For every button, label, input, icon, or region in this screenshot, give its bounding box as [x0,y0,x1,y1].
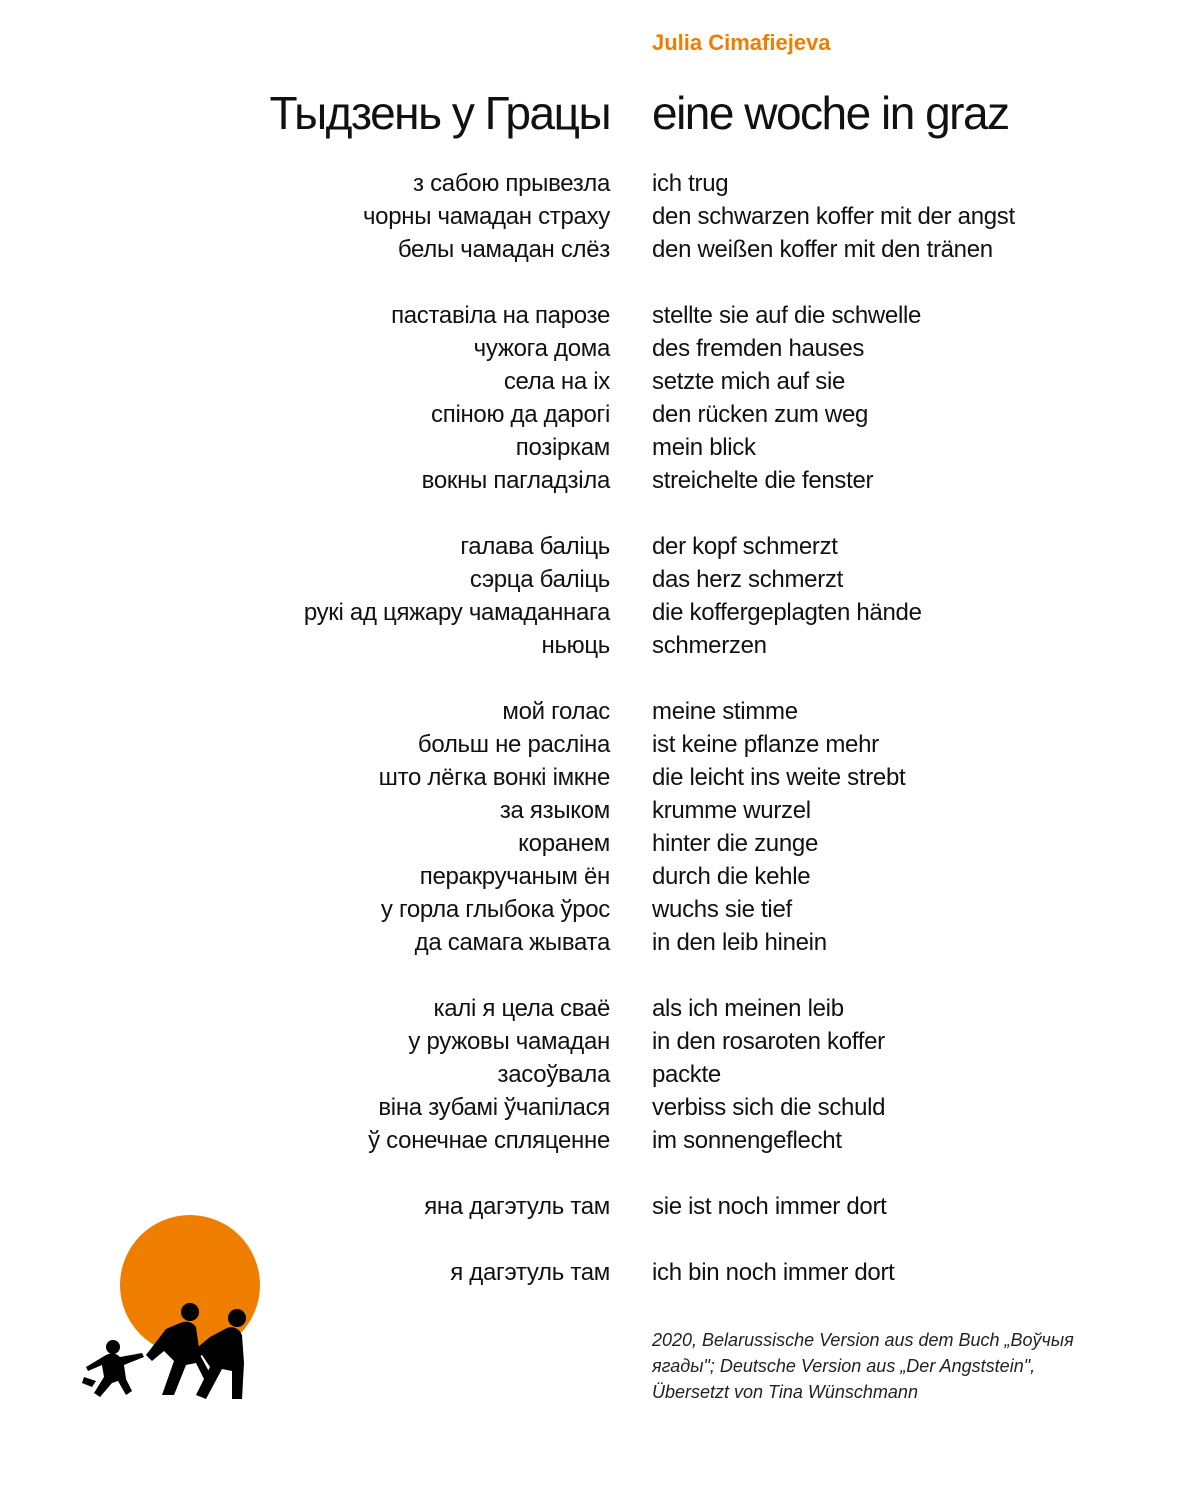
stanza-de-1 [652,167,1192,266]
stanza-de-7 [652,1256,1192,1289]
credit-line: ягады"; Deutsche Version aus „Der Angststein", [652,1356,1036,1376]
verse-line: калі я цела сваё [433,995,610,1022]
verse-line: hinter die zunge [652,830,818,857]
verse-line: белы чамадан слёз [397,236,610,263]
credit-line: Übersetzt von Tina Wünschmann [652,1382,918,1402]
verse-line: чорны чамадан страху [362,203,610,230]
verse-line: ў сонечнае спляценне [368,1127,610,1154]
verse-line: krumme wurzel [652,797,811,824]
verse-line: mein blick [652,434,756,461]
verse-line: verbiss sich die schuld [652,1094,886,1121]
verse-line: meine stimme [652,698,798,725]
verse-line: der kopf schmerzt [652,533,838,560]
verse-line: да самага жывата [414,929,610,956]
running-family-sun-icon [40,1205,270,1410]
stanza-be-5 [10,992,610,1157]
verse-line: im sonnengeflecht [652,1127,842,1154]
stanza-de-4 [652,695,1192,959]
stanza-be-3 [10,530,610,662]
poem-title-belarusian: Тыдзень у Грацы [269,87,610,139]
stanza-be-4 [10,695,610,959]
verse-line: коранем [518,830,610,857]
poem-column-german [652,167,1192,1322]
verse-line: ist keine pflanze mehr [652,731,879,758]
verse-line: in den leib hinein [652,929,827,956]
verse-line: setzte mich auf sie [652,368,846,395]
verse-line: ich bin noch immer dort [652,1259,895,1286]
poem-title-german: eine woche in graz [652,87,1009,139]
author-name: Julia Cimafiejeva [652,30,831,55]
verse-line: schmerzen [652,632,767,659]
verse-line: чужога дома [473,335,610,362]
stanza-be-1 [10,167,610,266]
verse-line: я дагэтуль там [450,1259,610,1286]
verse-line: durch die kehle [652,863,811,890]
verse-line: das herz schmerzt [652,566,843,593]
verse-line: рукі ад цяжару чамаданнага [303,599,610,626]
publication-credit [652,1327,1172,1405]
verse-line: sie ist noch immer dort [652,1193,887,1220]
verse-line: ньюць [541,632,610,659]
verse-line: den schwarzen koffer mit der angst [652,203,1015,230]
verse-line: stellte sie auf die schwelle [652,302,922,329]
verse-line: den weißen koffer mit den tränen [652,236,993,263]
verse-line: ich trug [652,170,729,197]
verse-line: з сабою прывезла [413,170,610,197]
verse-line: in den rosaroten koffer [652,1028,885,1055]
verse-line: у ружовы чамадан [408,1028,610,1055]
verse-line: села на іх [503,368,610,395]
verse-line: што лёгка вонкі імкне [378,764,610,791]
verse-line: больш не расліна [417,731,610,758]
verse-line: віна зубамі ўчапілася [378,1094,610,1121]
verse-line: die leicht ins weite strebt [652,764,906,791]
stanza-be-2 [10,299,610,497]
verse-line: перакручаным ён [419,863,610,890]
verse-line: вокны пагладзіла [421,467,610,494]
verse-line: den rücken zum weg [652,401,869,428]
verse-line: галава баліць [460,533,610,560]
verse-line: у горла глыбока ўрос [380,896,610,923]
credit-line: 2020, Belarussische Version aus dem Buch „Воўчыя [652,1330,1074,1350]
stanza-de-2 [652,299,1192,497]
verse-line: засоўвала [497,1061,610,1088]
verse-line: als ich meinen leib [652,995,844,1022]
poem-column-belarusian [10,167,610,1322]
stanza-de-5 [652,992,1192,1157]
verse-line: мой голас [502,698,610,725]
stanza-de-3 [652,530,1192,662]
verse-line: packte [652,1061,721,1088]
stanza-de-6 [652,1190,1192,1223]
verse-line: wuchs sie tief [652,896,792,923]
verse-line: спіною да дарогі [431,401,610,428]
verse-line: des fremden hauses [652,335,865,362]
verse-line: позіркам [515,434,610,461]
verse-line: паставіла на парозе [391,302,610,329]
verse-line: яна дагэтуль там [424,1193,610,1220]
verse-line: streichelte die fenster [652,467,874,494]
verse-line: die koffergeplagten hände [652,599,922,626]
verse-line: за языком [499,797,610,824]
verse-line: сэрца баліць [469,566,610,593]
